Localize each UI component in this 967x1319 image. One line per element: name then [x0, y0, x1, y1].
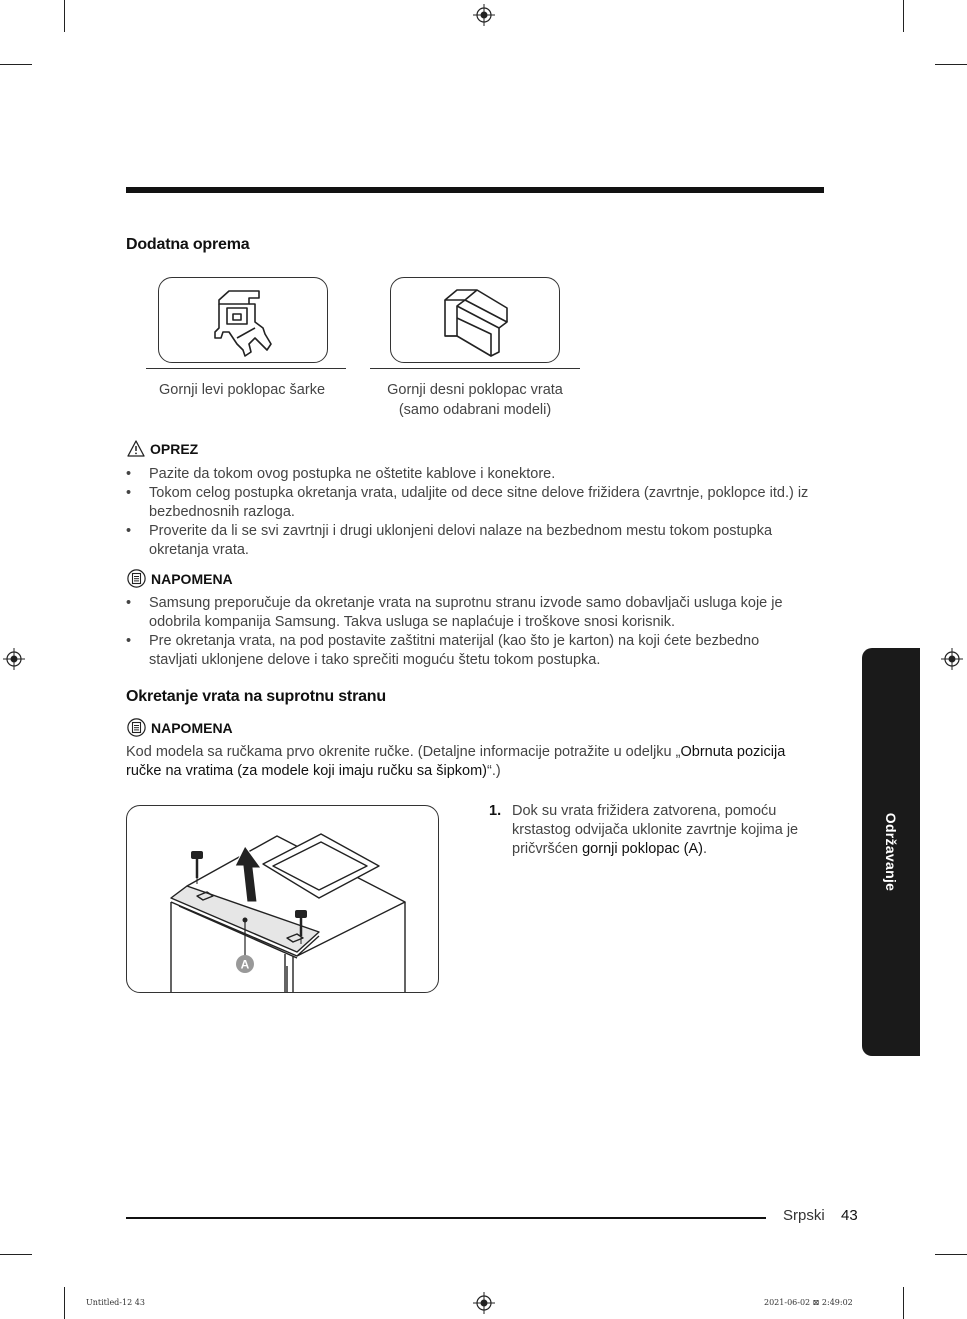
step-text: Dok su vrata frižidera zatvorena, pomoću krstastog odvijača uklonite zavrtnje kojima je pričvršćen [512, 803, 799, 857]
page-number: 43 [841, 1207, 858, 1224]
crop-mark [64, 1287, 65, 1319]
screw-icon [191, 851, 203, 884]
caution-title: OPREZ [150, 440, 199, 457]
handle-note-text [126, 743, 816, 781]
accessories-heading: Dodatna oprema [126, 236, 250, 253]
hinge-cover-icon [159, 278, 327, 362]
caution-heading [127, 440, 198, 457]
imprint-right: 2021-06-02 ⊠ 2:49:02 [764, 1298, 853, 1307]
registration-mark-icon [941, 648, 963, 670]
note-heading [127, 569, 233, 588]
registration-mark-icon [473, 4, 495, 26]
crop-mark [935, 64, 967, 65]
list-item: • Proverite da li se svi zavrtnji i drugi uklonjeni delovi nalaze na bezbednom mestu tokom postupka okretanja vrata. [126, 522, 826, 560]
note-title: NAPOMENA [151, 719, 233, 736]
accessory-divider [370, 368, 580, 369]
step-text: . [703, 841, 708, 857]
crop-mark [0, 1254, 32, 1255]
top-cover-removal-figure [126, 805, 439, 993]
note-heading [127, 718, 233, 737]
list-item: • Pre okretanja vrata, na pod postavite zaštitni materijal (kao što je karton) na koji ćete bezbedno stavljati uklonjene delove i tako sprečiti moguću štetu tokom postupka. [126, 632, 786, 670]
note-list [126, 594, 786, 670]
registration-mark-icon [3, 648, 25, 670]
accessory-caption-door-cover [370, 380, 580, 420]
footer-language: Srpski [783, 1207, 825, 1224]
caution-list [126, 465, 826, 560]
crop-mark [935, 1254, 967, 1255]
note-title: NAPOMENA [151, 570, 233, 587]
section-reference-link[interactable]: Obrnuta pozicija ručke na vratima (za modele koji imaju ručku sa šipkom) [126, 744, 786, 779]
registration-mark-icon [473, 1292, 495, 1314]
accessory-caption-line: (samo odabrani modeli) [398, 402, 552, 418]
door-cover-icon [391, 278, 559, 362]
step-number: 1. [489, 803, 502, 819]
crop-mark [0, 64, 32, 65]
lift-arrow-icon [235, 846, 261, 902]
step-1 [489, 802, 819, 859]
accessory-caption-line: Gornji desni poklopac vrata [387, 382, 563, 398]
list-item: • Samsung preporučuje da okretanje vrata na suprotnu stranu izvode samo dobavljači usluga koje je odobrila kompanija Samsung. Takva usluga se naplaćuje i troškove snosi korisnik. [126, 594, 786, 632]
accessory-image-hinge-cover [158, 277, 328, 363]
footer-rule [126, 1217, 766, 1219]
list-item: • Tokom celog postupka okretanja vrata, udaljite od dece sitne delove frižidera (zavrtnje, poklopce itd.) iz bezbednosnih razloga. [126, 484, 826, 522]
note-text: “.) [487, 763, 501, 779]
list-item: • Pazite da tokom ovog postupka ne oštetite kablove i konektore. [126, 465, 826, 484]
accessory-image-door-cover [390, 277, 560, 363]
note-icon [127, 569, 146, 588]
warning-triangle-icon [127, 440, 145, 457]
chapter-side-tab[interactable] [862, 648, 920, 1056]
crop-mark [903, 1287, 904, 1319]
refrigerator-top-illustration [127, 806, 438, 992]
note-icon [127, 718, 146, 737]
header-rule [126, 187, 824, 193]
crop-mark [903, 0, 904, 32]
imprint-left: Untitled-12 43 [86, 1298, 145, 1307]
note-text: Kod modela sa ručkama prvo okrenite ručke. (Detaljne informacije potražite u odeljku „ [126, 744, 681, 760]
accessory-divider [146, 368, 346, 369]
chapter-tab-label: Održavanje [883, 812, 899, 892]
accessory-caption-hinge-cover: Gornji levi poklopac šarke [158, 382, 326, 398]
door-reversal-heading: Okretanje vrata na suprotnu stranu [126, 688, 386, 705]
figure-label-a: A [240, 957, 250, 972]
step-highlight: gornji poklopac (A) [582, 841, 704, 857]
crop-mark [64, 0, 65, 32]
